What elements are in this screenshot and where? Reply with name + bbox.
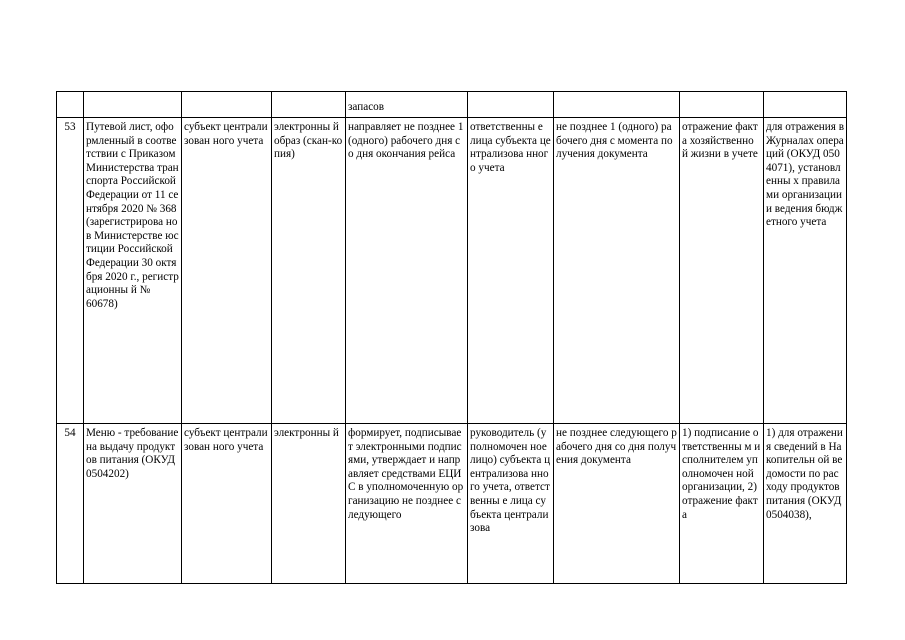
deadline-cell: не позднее следующего рабочего дня со дня получения документа	[554, 424, 680, 584]
action-cell	[680, 92, 764, 118]
table-row	[57, 92, 847, 118]
action-cell: 1) подписание ответственны м исполнителем уполномочен ной организации, 2) отражение факта	[680, 424, 764, 584]
document-table	[56, 91, 847, 584]
purpose-cell: 1) для отражения сведений в Накопительн ой ведомости по расходу продуктов питания (ОКУД 0504038),	[764, 424, 847, 584]
action-cell: отражение факта хозяйственно й жизни в учете	[680, 118, 764, 424]
document-name-cell	[84, 92, 182, 118]
table-row	[57, 424, 847, 584]
deadline-cell: не позднее 1 (одного) рабочего дня с момента получения документа	[554, 118, 680, 424]
row-number-cell: 53	[57, 118, 84, 424]
document-name-cell: Меню - требование на выдачу продуктов питания (ОКУД 0504202)	[84, 424, 182, 584]
responsible-cell	[468, 92, 554, 118]
row-number-cell: 54	[57, 424, 84, 584]
table-row	[57, 118, 847, 424]
document-name-cell: Путевой лист, оформленный в соответствии с Приказом Министерства транспорта Российской Федерации от 11 сентября 2020 № 368 (зарегистрирова но в Министерстве юстиции Российской Федерации 30 октября 2020 г., регистрационны й № 60678)	[84, 118, 182, 424]
creator-cell	[182, 92, 272, 118]
form-cell: электронны й	[272, 424, 346, 584]
creator-cell: субъект централизован ного учета	[182, 118, 272, 424]
responsible-cell: ответственны е лица субъекта централизова нного учета	[468, 118, 554, 424]
purpose-cell	[764, 92, 847, 118]
form-cell	[272, 92, 346, 118]
purpose-cell: для отражения в Журналах операций (ОКУД 0504071), установленны х правилами организации и ведения бюджетного учета	[764, 118, 847, 424]
procedure-cell: формирует, подписывает электронными подписями, утверждает и направляет средствами ЕЦИС в уполномоченную организацию не позднее следующего	[346, 424, 468, 584]
procedure-cell: направляет не позднее 1 (одного) рабочего дня со дня окончания рейса	[346, 118, 468, 424]
row-number-cell	[57, 92, 84, 118]
deadline-cell	[554, 92, 680, 118]
creator-cell: субъект централизован ного учета	[182, 424, 272, 584]
responsible-cell: руководитель (уполномочен ное лицо) субъекта централизова нного учета, ответственны е лица субъекта централизова	[468, 424, 554, 584]
form-cell: электронны й образ (скан-копия)	[272, 118, 346, 424]
procedure-cell: запасов	[346, 92, 468, 118]
